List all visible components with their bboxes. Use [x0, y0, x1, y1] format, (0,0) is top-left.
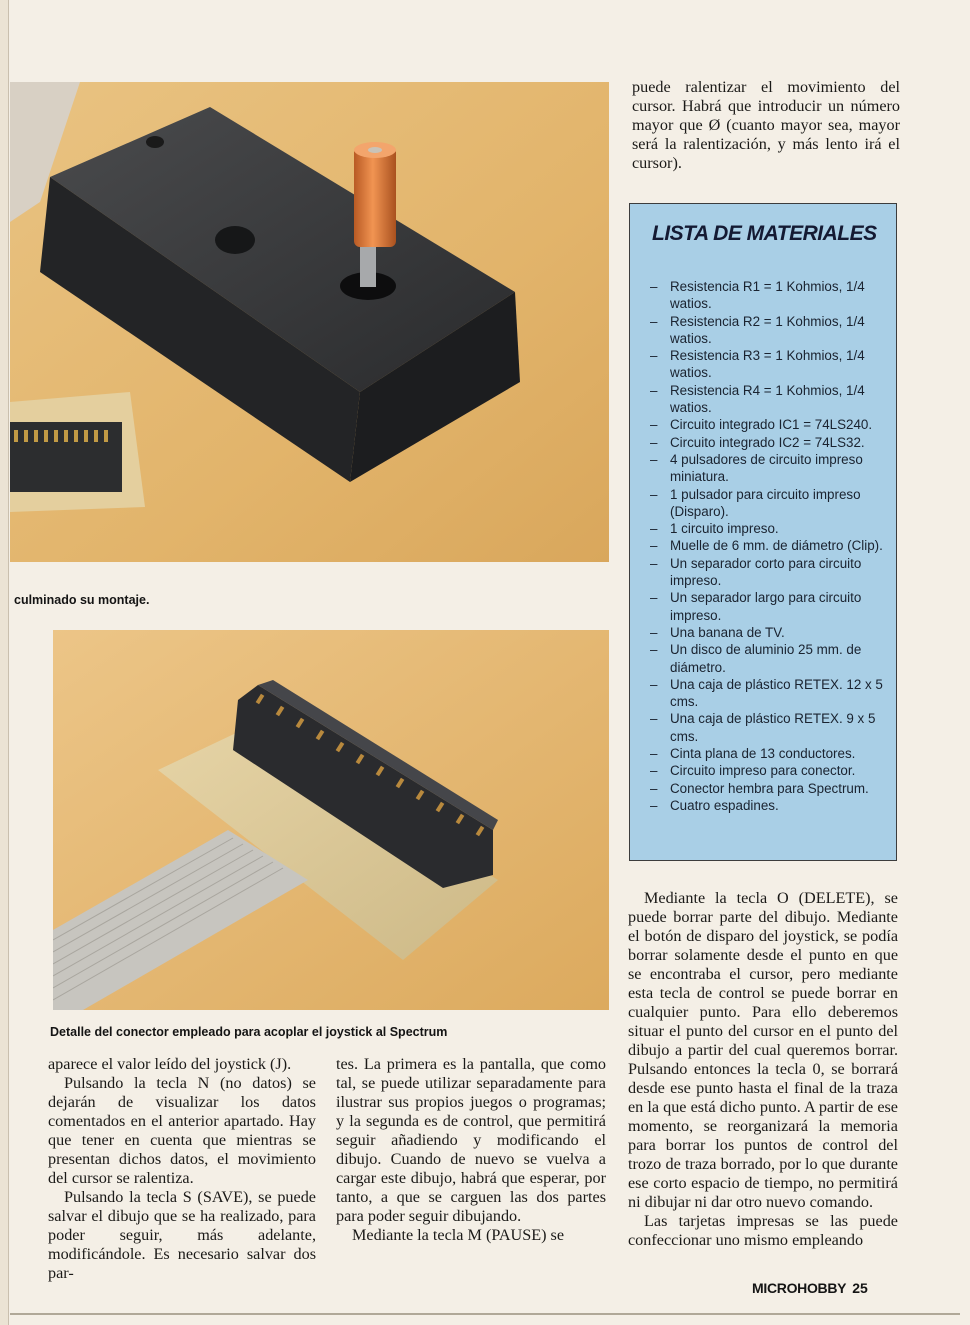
list-item: – Muelle de 6 mm. de diámetro (Clip). — [644, 537, 884, 554]
materials-list — [644, 278, 884, 814]
materials-box — [629, 203, 897, 861]
photo-spectrum-connector — [53, 630, 609, 1010]
page-left-edge — [0, 0, 9, 1325]
page-footer — [752, 1280, 868, 1296]
list-item: – Circuito integrado IC1 = 74LS240. — [644, 416, 884, 433]
list-item: – Conector hembra para Spectrum. — [644, 780, 884, 797]
magazine-name: MICROHOBBY — [752, 1280, 847, 1296]
list-item: – Circuito integrado IC2 = 74LS32. — [644, 434, 884, 451]
paragraph: Pulsando la tecla N (no datos) se dejarán de visualizar los datos comentados en el anterior apartado. Hay que tener en cuenta que mientras se presentan dichos datos, el movimiento del cursor se ralentiza. — [48, 1074, 316, 1187]
list-item: – Cuatro espadines. — [644, 797, 884, 814]
list-item: – Resistencia R1 = 1 Kohmios, 1/4 watios. — [644, 278, 884, 313]
list-item: – Resistencia R2 = 1 Kohmios, 1/4 watios. — [644, 313, 884, 348]
list-item: – Una caja de plástico RETEX. 9 x 5 cms. — [644, 710, 884, 745]
paragraph: Mediante la tecla O (DELETE), se puede borrar parte del dibujo. Mediante el botón de disparo del joystick, se podía borrar solamente desde el punto en que se encontraba el cursor, pero mediante esta tecla de control se puede borrar en cualquier punto. Para ello deberemos situar el punto del cursor en el punto del dibujo a partir del cual queremos borrar. Pulsando entonces la tecla 0, se borrará desde ese punto hasta el final de la traza en la que está dicho punto. A partir de ese momento, se reorganizará la memoria para borrar los puntos de control del trozo de traza borrado, por lo que durante ese corto espacio de tiempo, no permitirá ni dibujar ni dar otro nuevo comando. — [628, 889, 898, 1211]
list-item: – Cinta plana de 13 conductores. — [644, 745, 884, 762]
caption-top-photo: culminado su montaje. — [14, 593, 150, 607]
paragraph: Las tarjetas impresas se las puede confeccionar uno mismo empleando — [628, 1212, 898, 1249]
list-item: – 1 circuito impreso. — [644, 520, 884, 537]
text-column-3 — [628, 889, 898, 1250]
text-column-2 — [336, 1055, 606, 1245]
list-item: – Un separador largo para circuito impreso. — [644, 589, 884, 624]
list-item: – Una banana de TV. — [644, 624, 884, 641]
page-number: 25 — [852, 1280, 868, 1296]
paragraph: tes. La primera es la pantalla, que como tal, se puede utilizar separadamente para ilustrar sus propios juegos o programas; y la segunda es de control, que permitirá seguir añadiendo y modificando el dibujo. Cuando de nuevo se vuelva a cargar este dibujo, habrá que esperar, por tanto, a que se carguen las dos partes para poder seguir dibujando. — [336, 1055, 606, 1225]
text-column-1 — [48, 1055, 316, 1283]
caption-bottom-photo: Detalle del conector empleado para acoplar el joystick al Spectrum — [50, 1025, 448, 1039]
paragraph: Mediante la tecla M (PAUSE) se — [352, 1226, 565, 1244]
photo-joystick-box — [10, 82, 609, 562]
right-top-paragraph — [632, 78, 900, 173]
paragraph: aparece el valor leído del joystick (J). — [48, 1055, 292, 1073]
list-item: – Una caja de plástico RETEX. 12 x 5 cms. — [644, 676, 884, 711]
bottom-rule — [10, 1313, 960, 1315]
list-item: – Circuito impreso para conector. — [644, 762, 884, 779]
list-item: – Resistencia R3 = 1 Kohmios, 1/4 watios. — [644, 347, 884, 382]
materials-title: LISTA DE MATERIALES — [652, 222, 877, 245]
paragraph: Pulsando la tecla S (SAVE), se puede salvar el dibujo que se ha realizado, para poder seguir, más adelante, modificándole. Es necesario salvar dos par- — [48, 1188, 316, 1282]
list-item: – 1 pulsador para circuito impreso (Disparo). — [644, 486, 884, 521]
list-item: – 4 pulsadores de circuito impreso miniatura. — [644, 451, 884, 486]
list-item: – Un separador corto para circuito impreso. — [644, 555, 884, 590]
paragraph: puede ralentizar el movimiento del cursor. Habrá que introducir un número mayor que Ø (cuanto mayor sea, mayor será la ralentización, y más lento irá el cursor). — [632, 78, 900, 172]
list-item: – Resistencia R4 = 1 Kohmios, 1/4 watios. — [644, 382, 884, 417]
list-item: – Un disco de aluminio 25 mm. de diámetro. — [644, 641, 884, 676]
